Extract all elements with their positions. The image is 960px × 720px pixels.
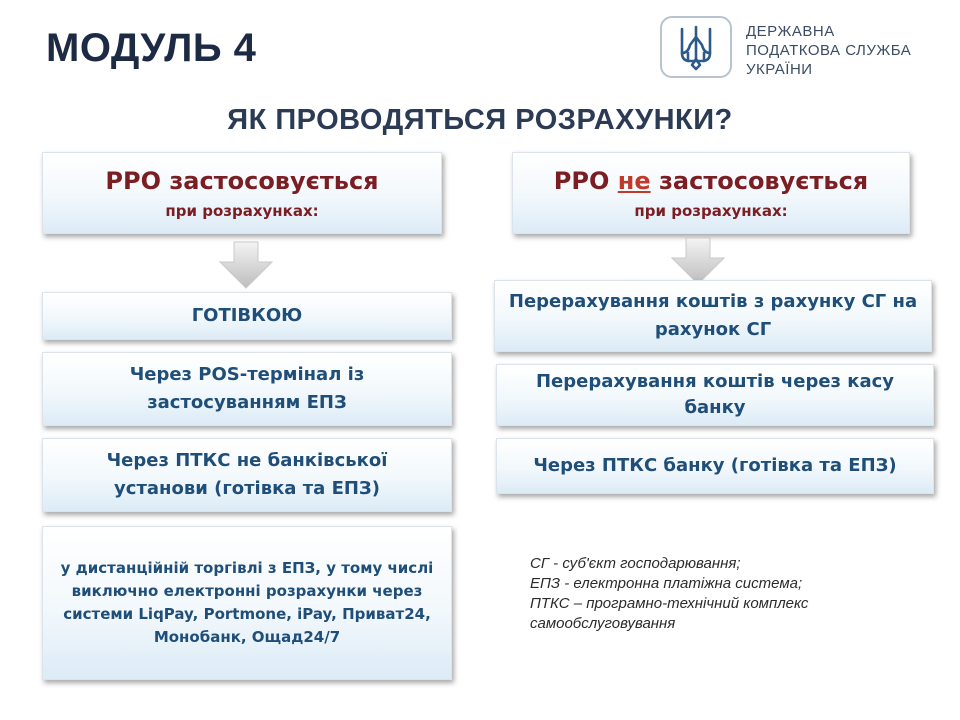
right-header-box [512,152,910,234]
left-item-cash [42,292,452,340]
org-name-line: ДЕРЖАВНА [746,23,835,40]
right-item-label: Перерахування коштів з рахунку СГ на рахунок СГ [508,291,918,340]
left-item-label: у дистанційній торгівлі з ЕПЗ, у тому числі виключно електронні розрахунки через системи LiqPay, Portmone, iPay, Приват24, Монобанк, Ощад24/7 [60,559,434,646]
legend-line: СГ - суб'єкт господарювання; [530,555,741,572]
right-item-bank-ptks [496,438,934,494]
left-item-distance-trade [42,526,452,680]
left-item-label: Через POS-термінал із застосуванням ЕПЗ [129,364,365,413]
right-header-pre: РРО [553,167,610,195]
left-item-label: ГОТІВКОЮ [191,305,303,326]
legend-line: ПТКС – програмно-технічний комплекс [530,595,809,612]
right-arrow-down-icon [670,236,726,286]
right-header-subtitle: при розрахунках: [634,202,788,220]
right-item-label: Перерахування коштів через касу банку [535,371,895,418]
page-title: ЯК ПРОВОДЯТЬСЯ РОЗРАХУНКИ? [227,104,733,136]
right-header-post: застосовується [658,167,869,195]
legend-line: самообслуговування [530,615,676,632]
legend-line: ЕПЗ - електронна платіжна система; [530,575,803,592]
module-title: МОДУЛЬ 4 [46,26,257,70]
right-item-transfer-bank-cash [496,364,934,426]
abbreviations-legend [530,554,808,634]
trident-icon [676,23,716,71]
logo [660,16,732,78]
org-name-line: УКРАЇНИ [746,61,813,78]
left-header-subtitle: при розрахунках: [165,202,319,220]
left-header-box [42,152,442,234]
left-header-title: РРО застосовується [105,167,379,195]
right-item-label: Через ПТКС банку (готівка та ЕПЗ) [533,455,897,476]
right-header-negation: не [617,167,651,195]
left-arrow-down-icon [218,240,274,290]
left-item-label: Через ПТКС не банківської установи (готівка та ЕПЗ) [106,450,388,499]
left-item-ptks [42,438,452,512]
left-item-pos [42,352,452,426]
right-item-transfer-account [494,280,932,352]
org-name [746,22,911,79]
org-name-line: ПОДАТКОВА СЛУЖБА [746,42,912,59]
right-header-title [554,166,868,196]
